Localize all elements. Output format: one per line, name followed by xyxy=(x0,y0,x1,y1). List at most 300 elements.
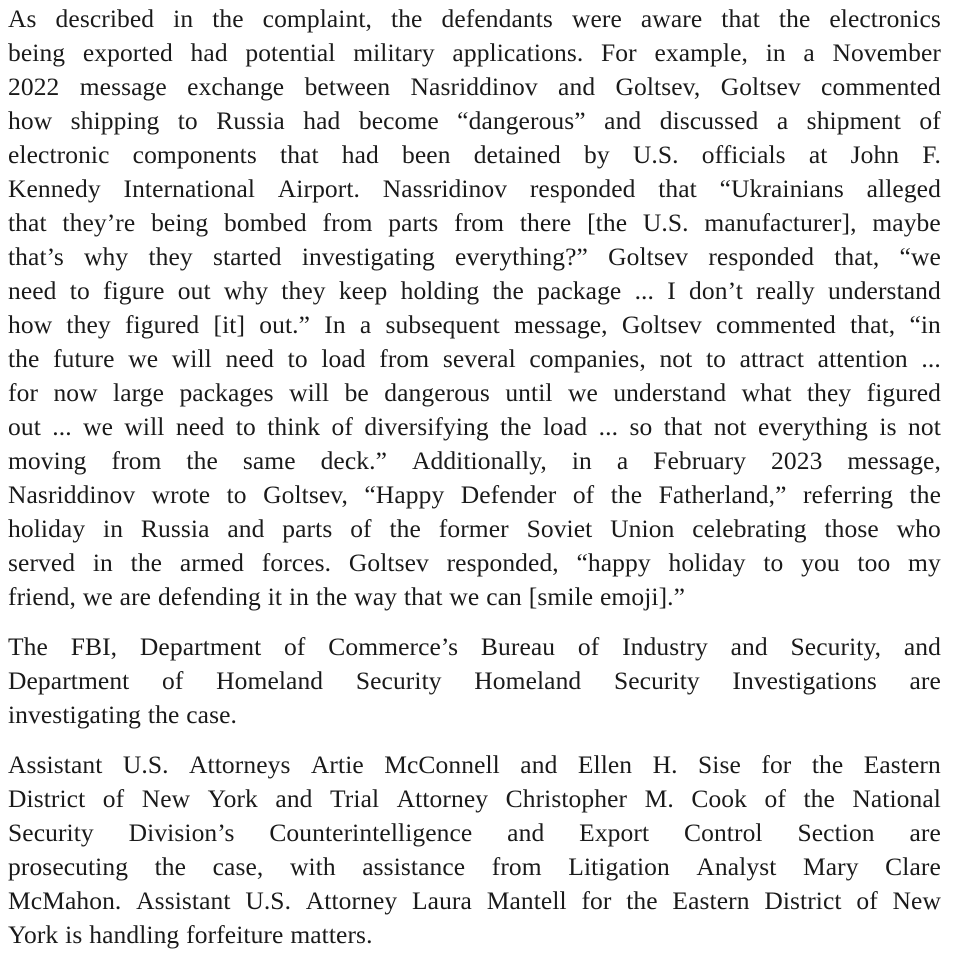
word: we xyxy=(449,582,480,611)
word: understand xyxy=(828,276,941,305)
word: figure xyxy=(103,276,165,305)
word: Division’s xyxy=(128,818,235,847)
text-line xyxy=(8,70,941,104)
word: Security xyxy=(613,666,700,695)
word: that xyxy=(658,174,697,203)
word: and xyxy=(604,106,642,135)
word: H. xyxy=(652,750,678,779)
word: in xyxy=(288,582,310,611)
word: they xyxy=(806,378,852,407)
word: [smile xyxy=(528,582,594,611)
word: York xyxy=(207,784,258,813)
word: discussed xyxy=(659,106,759,135)
word: New xyxy=(892,886,941,915)
word: Defender xyxy=(460,480,557,509)
word: with xyxy=(289,852,336,881)
text-line xyxy=(8,274,941,308)
word: message, xyxy=(514,310,608,339)
word: [the xyxy=(587,208,628,237)
word: to xyxy=(69,276,90,305)
word: are xyxy=(119,582,152,611)
word: potential xyxy=(245,38,336,67)
word: McMahon. xyxy=(8,886,122,915)
word: commented xyxy=(716,310,836,339)
word: forfeiture xyxy=(186,920,284,949)
word: message, xyxy=(847,446,941,475)
word: Eastern xyxy=(672,886,750,915)
word: now xyxy=(53,378,98,407)
word: the xyxy=(811,750,844,779)
word: Commerce’s xyxy=(328,632,459,661)
word: will xyxy=(289,378,330,407)
word: everything?” xyxy=(455,242,588,271)
word: and xyxy=(227,514,265,543)
word: Department xyxy=(8,666,130,695)
text-line xyxy=(8,884,941,918)
word: in xyxy=(765,38,786,67)
word: being xyxy=(151,208,209,237)
text-line xyxy=(8,630,941,664)
word: and xyxy=(507,818,545,847)
word: think xyxy=(267,412,321,441)
word: out xyxy=(8,412,41,441)
word: had xyxy=(341,140,379,169)
word: wrote xyxy=(151,480,211,509)
word: will xyxy=(124,412,165,441)
word: it xyxy=(267,582,283,611)
word: we xyxy=(83,412,114,441)
word: between xyxy=(304,72,391,101)
word: who xyxy=(896,514,941,543)
word: “dangerous” xyxy=(457,106,586,135)
word: and xyxy=(558,72,596,101)
word: Counterintelligence xyxy=(269,818,473,847)
word: served xyxy=(8,548,76,577)
word: of xyxy=(284,632,306,661)
word: November xyxy=(832,38,941,67)
text-line xyxy=(8,308,941,342)
word: defending xyxy=(157,582,261,611)
word: maybe xyxy=(872,208,941,237)
word: figured xyxy=(124,310,200,339)
word: being xyxy=(8,38,66,67)
word: load xyxy=(542,412,588,441)
word: District xyxy=(764,886,842,915)
paragraph xyxy=(8,2,941,614)
word: to xyxy=(177,106,198,135)
word: from xyxy=(322,208,373,237)
word: For xyxy=(601,38,637,67)
word: U.S. xyxy=(632,140,679,169)
word: a xyxy=(776,106,789,135)
word: responded, xyxy=(446,548,559,577)
word: how xyxy=(8,310,53,339)
text-line xyxy=(8,444,941,478)
word: described xyxy=(55,4,155,33)
word: are xyxy=(909,666,941,695)
word: former xyxy=(438,514,509,543)
word: parts xyxy=(388,208,439,237)
word: that, xyxy=(850,310,896,339)
word: that xyxy=(280,140,319,169)
word: the xyxy=(391,4,423,33)
word: future xyxy=(53,344,115,373)
word: applications. xyxy=(452,38,584,67)
word: not xyxy=(713,412,747,441)
word: understand xyxy=(613,378,727,407)
word: Attorney xyxy=(396,784,489,813)
word: the xyxy=(212,4,244,33)
word: New xyxy=(141,784,191,813)
word: McConnell xyxy=(384,750,500,779)
word: of xyxy=(350,514,372,543)
word: started xyxy=(212,242,282,271)
word: Section xyxy=(797,818,875,847)
word: that xyxy=(403,582,443,611)
word: from xyxy=(491,852,542,881)
word: electronic xyxy=(8,140,110,169)
word: in xyxy=(92,548,113,577)
word: we xyxy=(128,344,159,373)
word: we xyxy=(567,378,598,407)
word: 2023 xyxy=(771,446,823,475)
word: Mantell xyxy=(486,886,567,915)
word: by xyxy=(584,140,610,169)
word: everything xyxy=(757,412,869,441)
word: need xyxy=(8,276,57,305)
word: they xyxy=(148,242,193,271)
word: load xyxy=(321,344,366,373)
word: Export xyxy=(579,818,650,847)
text-line xyxy=(8,138,941,172)
word: matters. xyxy=(290,920,373,949)
word: had xyxy=(303,106,341,135)
word: and xyxy=(275,784,313,813)
word: officials xyxy=(701,140,786,169)
word: In xyxy=(324,310,346,339)
text-line xyxy=(8,850,941,884)
word: F. xyxy=(922,140,941,169)
word: we xyxy=(82,582,113,611)
word: moving xyxy=(8,446,87,475)
text-line xyxy=(8,172,941,206)
text-line xyxy=(8,104,941,138)
word: at xyxy=(808,140,828,169)
word: of xyxy=(919,106,941,135)
word: that xyxy=(721,4,760,33)
word: Additionally, xyxy=(411,446,547,475)
text-line xyxy=(8,410,941,444)
word: you xyxy=(801,548,840,577)
word: Fatherland,” xyxy=(658,480,787,509)
word: John xyxy=(850,140,900,169)
word: the xyxy=(803,784,835,813)
text-line xyxy=(8,782,941,816)
word: message xyxy=(79,72,167,101)
word: there xyxy=(519,208,572,237)
word: holding xyxy=(400,276,480,305)
word: shipping xyxy=(70,106,160,135)
word: Homeland xyxy=(474,666,582,695)
word: that’s xyxy=(8,242,64,271)
word: “Ukrainians xyxy=(719,174,844,203)
word: can xyxy=(486,582,522,611)
word: manufacturer], xyxy=(704,208,857,237)
word: “we xyxy=(899,242,941,271)
word: Assistant xyxy=(136,886,231,915)
word: Artie xyxy=(310,750,364,779)
word: don’t xyxy=(689,276,743,305)
word: exchange xyxy=(187,72,285,101)
word: are xyxy=(909,818,941,847)
paragraph xyxy=(8,748,941,952)
word: until xyxy=(505,378,553,407)
word: Attorneys xyxy=(189,750,291,779)
text-line xyxy=(8,546,941,580)
word: holiday xyxy=(668,548,746,577)
word: complaint, xyxy=(262,4,373,33)
word: is xyxy=(879,412,897,441)
word: a xyxy=(803,38,815,67)
word: for xyxy=(761,750,792,779)
word: 2022 xyxy=(8,72,60,101)
word: Assistant xyxy=(8,750,103,779)
word: too xyxy=(857,548,891,577)
word: handling xyxy=(89,920,180,949)
word: out.” xyxy=(259,310,311,339)
word: the xyxy=(130,548,163,577)
word: ... xyxy=(52,412,72,441)
word: holiday xyxy=(8,514,86,543)
word: will xyxy=(171,344,212,373)
word: deck.” xyxy=(320,446,387,475)
word: parts xyxy=(282,514,333,543)
word: to xyxy=(235,412,256,441)
word: FBI, xyxy=(70,632,118,661)
word: military xyxy=(353,38,435,67)
word: dangerous xyxy=(384,378,490,407)
word: that, xyxy=(834,242,880,271)
word: diversifying xyxy=(364,412,489,441)
word: ... xyxy=(634,276,654,305)
word: figured xyxy=(866,378,941,407)
word: to xyxy=(287,344,308,373)
word: Soviet xyxy=(526,514,593,543)
text-line xyxy=(8,748,941,782)
word: Bureau xyxy=(480,632,556,661)
word: responded xyxy=(529,174,636,203)
word: the xyxy=(778,4,811,33)
word: Goltsev xyxy=(720,72,801,101)
word: Airport. xyxy=(277,174,361,203)
word: Nasriddinov xyxy=(8,480,136,509)
word: large xyxy=(113,378,165,407)
text-line xyxy=(8,36,941,70)
word: been xyxy=(402,140,451,169)
text-line xyxy=(8,342,941,376)
word: really xyxy=(756,276,815,305)
word: that xyxy=(8,208,47,237)
word: companies, xyxy=(529,344,646,373)
word: Russia xyxy=(216,106,285,135)
word: Cook xyxy=(691,784,748,813)
word: packages xyxy=(179,378,274,407)
text-line xyxy=(8,816,941,850)
word: U.S. xyxy=(642,208,689,237)
word: referring xyxy=(803,480,894,509)
word: emoji].” xyxy=(600,582,686,611)
word: Security xyxy=(8,818,94,847)
word: investigating xyxy=(301,242,435,271)
word: why xyxy=(84,242,129,271)
word: prosecuting xyxy=(8,852,129,881)
word: Sise xyxy=(698,750,741,779)
word: the xyxy=(186,446,218,475)
word: the xyxy=(909,480,941,509)
word: from xyxy=(111,446,162,475)
word: Litigation xyxy=(568,852,670,881)
word: electronics xyxy=(829,4,941,33)
text-line xyxy=(8,664,941,698)
word: not xyxy=(908,412,941,441)
word: need xyxy=(175,412,225,441)
word: the xyxy=(315,582,348,611)
word: Trial xyxy=(330,784,380,813)
word: so xyxy=(629,412,653,441)
word: of xyxy=(764,784,786,813)
word: subsequent xyxy=(385,310,500,339)
word: I xyxy=(667,276,676,305)
text-line xyxy=(8,698,941,732)
word: what xyxy=(741,378,792,407)
word: Nasriddinov xyxy=(410,72,538,101)
word: Industry xyxy=(622,632,708,661)
word: Clare xyxy=(885,852,941,881)
word: from xyxy=(379,344,430,373)
word: “Happy xyxy=(364,480,445,509)
word: from xyxy=(454,208,505,237)
word: a xyxy=(616,446,629,475)
word: Laura xyxy=(411,886,472,915)
word: of xyxy=(856,886,878,915)
word: responded xyxy=(708,242,815,271)
word: District xyxy=(8,784,86,813)
word: attention xyxy=(817,344,908,373)
word: bombed xyxy=(224,208,307,237)
word: Ellen xyxy=(577,750,633,779)
word: were xyxy=(571,4,622,33)
word: several xyxy=(442,344,516,373)
word: celebrating xyxy=(692,514,807,543)
word: “in xyxy=(909,310,941,339)
word: the xyxy=(389,514,421,543)
word: and xyxy=(730,632,768,661)
paragraph xyxy=(8,630,941,732)
word: aware xyxy=(640,4,703,33)
word: forces. xyxy=(261,548,332,577)
word: Mary xyxy=(802,852,859,881)
word: February xyxy=(653,446,747,475)
word: of xyxy=(572,480,595,509)
word: shipment xyxy=(806,106,901,135)
word: Investigations xyxy=(732,666,877,695)
word: for xyxy=(8,378,39,407)
word: the xyxy=(500,412,532,441)
word: the xyxy=(626,886,658,915)
word: Goltsev xyxy=(348,548,429,577)
word: the xyxy=(147,700,180,729)
word: and xyxy=(520,750,558,779)
text-line xyxy=(8,512,941,546)
word: of xyxy=(331,412,353,441)
word: be xyxy=(344,378,369,407)
text-line xyxy=(8,918,941,952)
word: Department xyxy=(139,632,262,661)
word: U.S. xyxy=(245,886,292,915)
word: to xyxy=(705,344,726,373)
word: to xyxy=(763,548,784,577)
word: to xyxy=(226,480,247,509)
word: Christopher xyxy=(505,784,628,813)
word: in xyxy=(173,4,194,33)
word: the xyxy=(492,276,524,305)
word: example, xyxy=(654,38,748,67)
word: Homeland xyxy=(216,666,324,695)
word: armed xyxy=(179,548,245,577)
word: Goltsev, xyxy=(263,480,348,509)
word: Nassridinov xyxy=(382,174,508,203)
word: they xyxy=(281,276,326,305)
word: Goltsev xyxy=(608,242,689,271)
word: defendants xyxy=(441,4,553,33)
word: had xyxy=(190,38,228,67)
text-line xyxy=(8,376,941,410)
word: Union xyxy=(610,514,675,543)
word: they xyxy=(66,310,111,339)
word: for xyxy=(581,886,612,915)
text-line xyxy=(8,478,941,512)
word: Russia xyxy=(140,514,210,543)
word: assistance xyxy=(362,852,466,881)
word: Goltsev xyxy=(621,310,702,339)
word: Goltsev, xyxy=(615,72,701,101)
word: Eastern xyxy=(863,750,941,779)
word: of xyxy=(577,632,600,661)
word: alleged xyxy=(866,174,941,203)
word: my xyxy=(908,548,941,577)
word: why xyxy=(223,276,269,305)
word: is xyxy=(65,920,83,949)
word: keep xyxy=(338,276,388,305)
word: the xyxy=(610,480,643,509)
word: International xyxy=(123,174,256,203)
word: Kennedy xyxy=(8,174,101,203)
word: U.S. xyxy=(122,750,169,779)
word: in xyxy=(103,514,124,543)
word: National xyxy=(852,784,941,813)
word: out xyxy=(177,276,211,305)
word: a xyxy=(359,310,372,339)
word: attract xyxy=(739,344,805,373)
word: package xyxy=(537,276,622,305)
word: The xyxy=(8,632,48,661)
word: friend, xyxy=(8,582,76,611)
word: As xyxy=(8,4,37,33)
word: become xyxy=(358,106,439,135)
word: M. xyxy=(644,784,674,813)
word: same xyxy=(242,446,296,475)
word: those xyxy=(824,514,879,543)
